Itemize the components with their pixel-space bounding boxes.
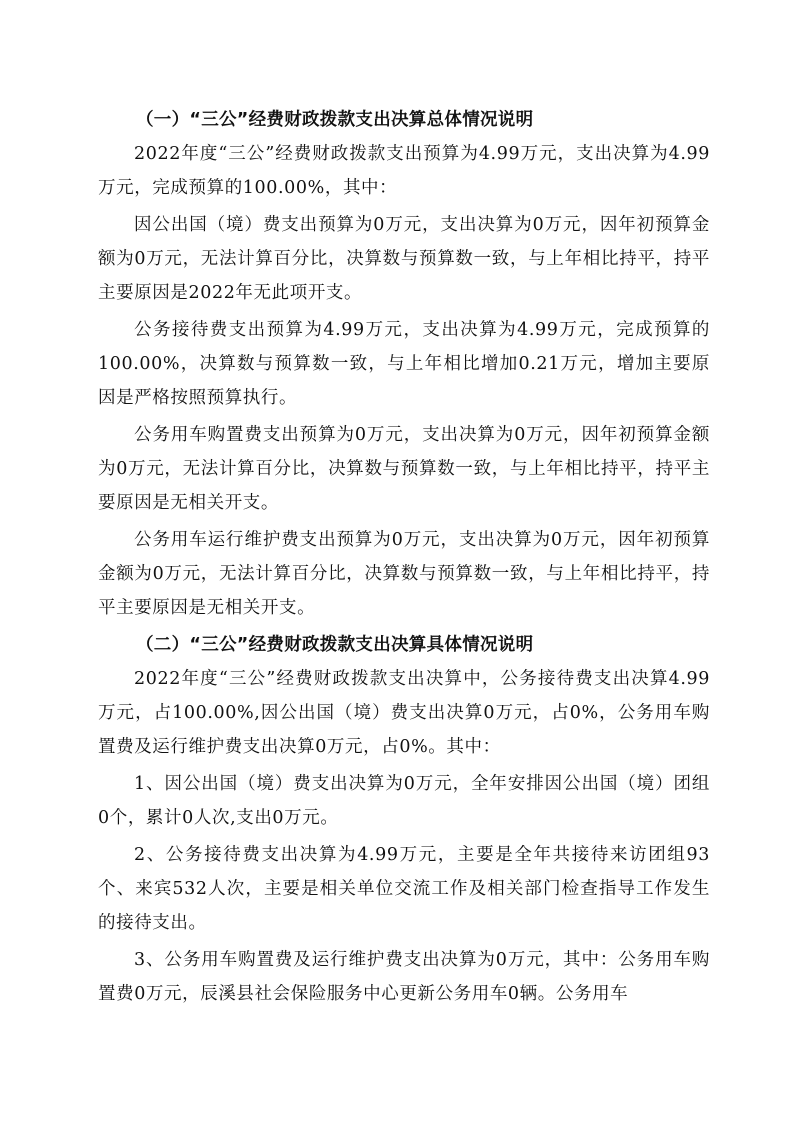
section-1-paragraph: 公务接待费支出预算为4.99万元，支出决算为4.99万元，完成预算的100.00%，决算数与预算数一致，与上年相比增加0.21万元，增加主要原因是严格按照预算执行。 [98,320,710,408]
section-1-paragraph: 公务用车运行维护费支出预算为0万元，支出决算为0万元，因年初预算金额为0万元，无法计算百分比，决算数与预算数一致，与上年相比持平，持平主要原因是无相关开支。 [98,530,710,618]
section-2-paragraph: 2022年度“三公”经费财政拨款支出决算中，公务接待费支出决算4.99万元，占100.00%,因公出国（境）费支出决算0万元，占0%，公务用车购置费及运行维护费支出决算0万元，占0%。其中： [98,669,710,757]
section-1-paragraph: 因公出国（境）费支出预算为0万元，支出决算为0万元，因年初预算金额为0万元，无法计算百分比，决算数与预算数一致，与上年相比持平，持平主要原因是2022年无此项开支。 [98,215,710,303]
section-2-paragraph: 1、因公出国（境）费支出决算为0万元，全年安排因公出国（境）团组0个，累计0人次,支出0万元。 [98,774,710,828]
section-2-paragraph: 2、公务接待费支出决算为4.99万元，主要是全年共接待来访团组93个、来宾532人次，主要是相关单位交流工作及相关部门检查指导工作发生的接待支出。 [98,845,710,933]
section-1-heading: （一）“三公”经费财政拨款支出决算总体情况说明 [136,110,534,130]
section-2-paragraph: 3、公务用车购置费及运行维护费支出决算为0万元，其中：公务用车购置费0万元，辰溪县社会保险服务中心更新公务用车0辆。公务用车 [98,950,710,1004]
section-1-paragraph: 2022年度“三公”经费财政拨款支出预算为4.99万元，支出决算为4.99万元，完成预算的100.00%，其中： [98,144,710,198]
document-page [98,103,710,1014]
section-2-heading: （二）“三公”经费财政拨款支出决算具体情况说明 [136,635,534,655]
section-1-paragraph: 公务用车购置费支出预算为0万元，支出决算为0万元，因年初预算金额为0万元，无法计算百分比，决算数与预算数一致，与上年相比持平，持平主要原因是无相关开支。 [98,425,710,513]
